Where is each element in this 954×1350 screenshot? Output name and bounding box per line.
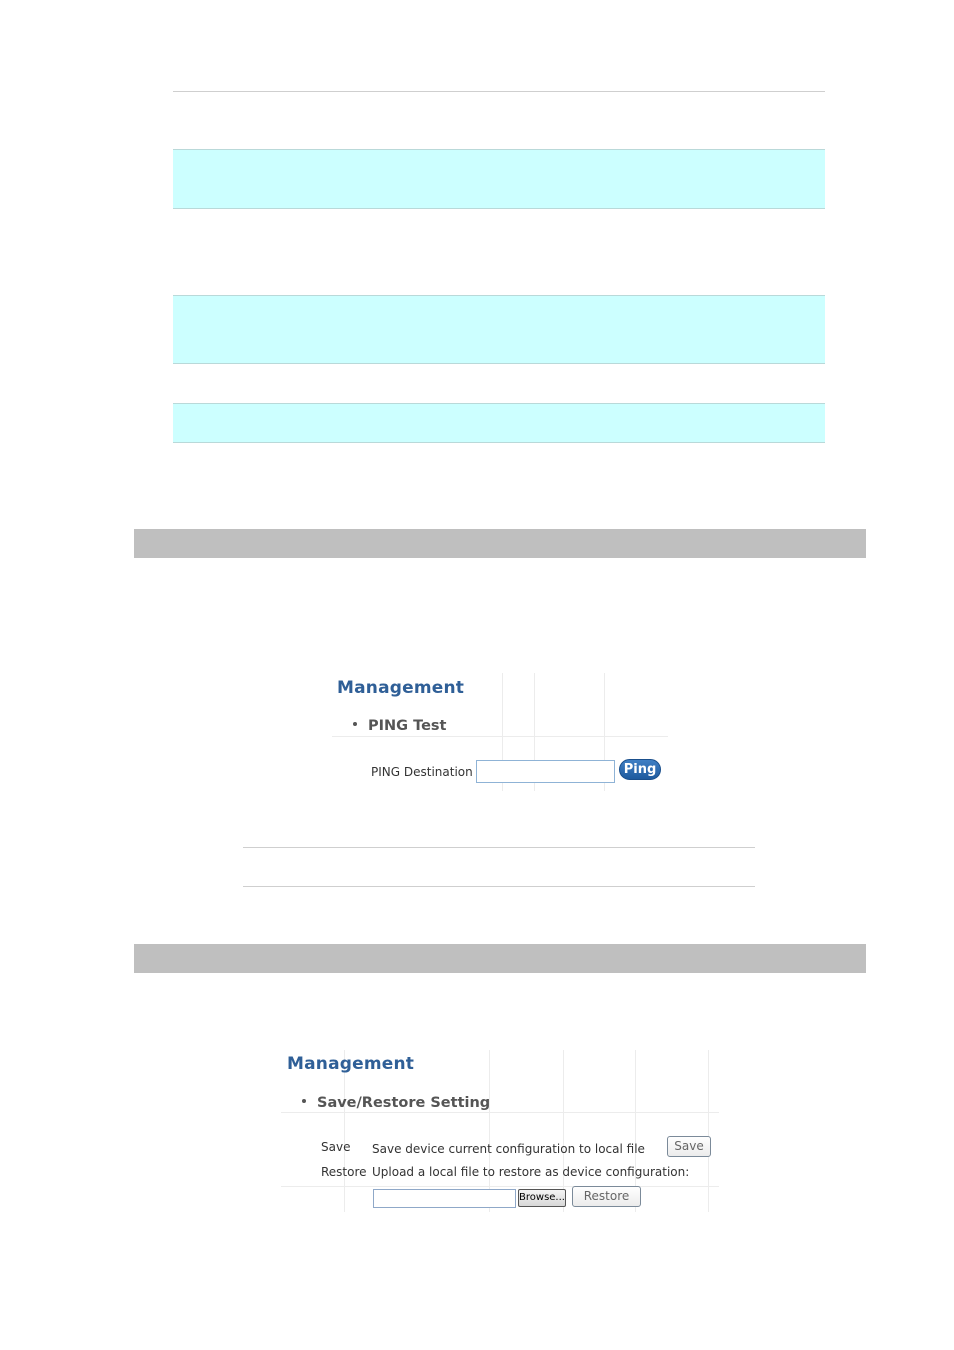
page-title: Management	[337, 678, 465, 698]
ping-destination-input[interactable]	[476, 760, 615, 783]
restore-label: Restore	[321, 1165, 367, 1179]
save-description: Save device current configuration to local file	[372, 1142, 645, 1156]
ping-button[interactable]: Ping	[619, 759, 661, 780]
grid-line	[708, 1050, 709, 1212]
section-header-bar-ping	[134, 529, 866, 558]
bullet-icon	[353, 722, 357, 726]
section-title-text: PING Test	[368, 718, 447, 734]
grid-line	[489, 1050, 490, 1212]
table-row-highlight-3	[173, 403, 825, 443]
section-title	[302, 1095, 490, 1111]
table-row-highlight-1	[173, 149, 825, 209]
grid-line	[332, 736, 668, 737]
save-label: Save	[321, 1140, 351, 1154]
grid-line	[281, 1186, 719, 1187]
restore-description: Upload a local file to restore as device configuration:	[372, 1165, 690, 1179]
table-row-highlight-2	[173, 295, 825, 364]
ping-test-panel	[332, 673, 668, 791]
restore-file-input[interactable]	[373, 1189, 516, 1208]
section-title-text: Save/Restore Setting	[317, 1095, 491, 1111]
save-restore-panel	[281, 1050, 719, 1212]
page-title: Management	[287, 1054, 415, 1074]
grid-line	[344, 1050, 345, 1212]
save-button[interactable]: Save	[667, 1136, 711, 1157]
grid-line	[281, 1112, 719, 1113]
grid-line	[563, 1050, 564, 1212]
section-title	[353, 718, 446, 734]
table-divider-top	[173, 91, 825, 92]
table-divider	[243, 847, 755, 848]
table-divider	[243, 886, 755, 887]
ping-destination-label: PING Destination	[371, 765, 473, 779]
browse-button[interactable]: Browse...	[518, 1189, 566, 1207]
bullet-icon	[302, 1099, 306, 1103]
section-header-bar-save-restore	[134, 944, 866, 973]
restore-button[interactable]: Restore	[572, 1186, 641, 1207]
